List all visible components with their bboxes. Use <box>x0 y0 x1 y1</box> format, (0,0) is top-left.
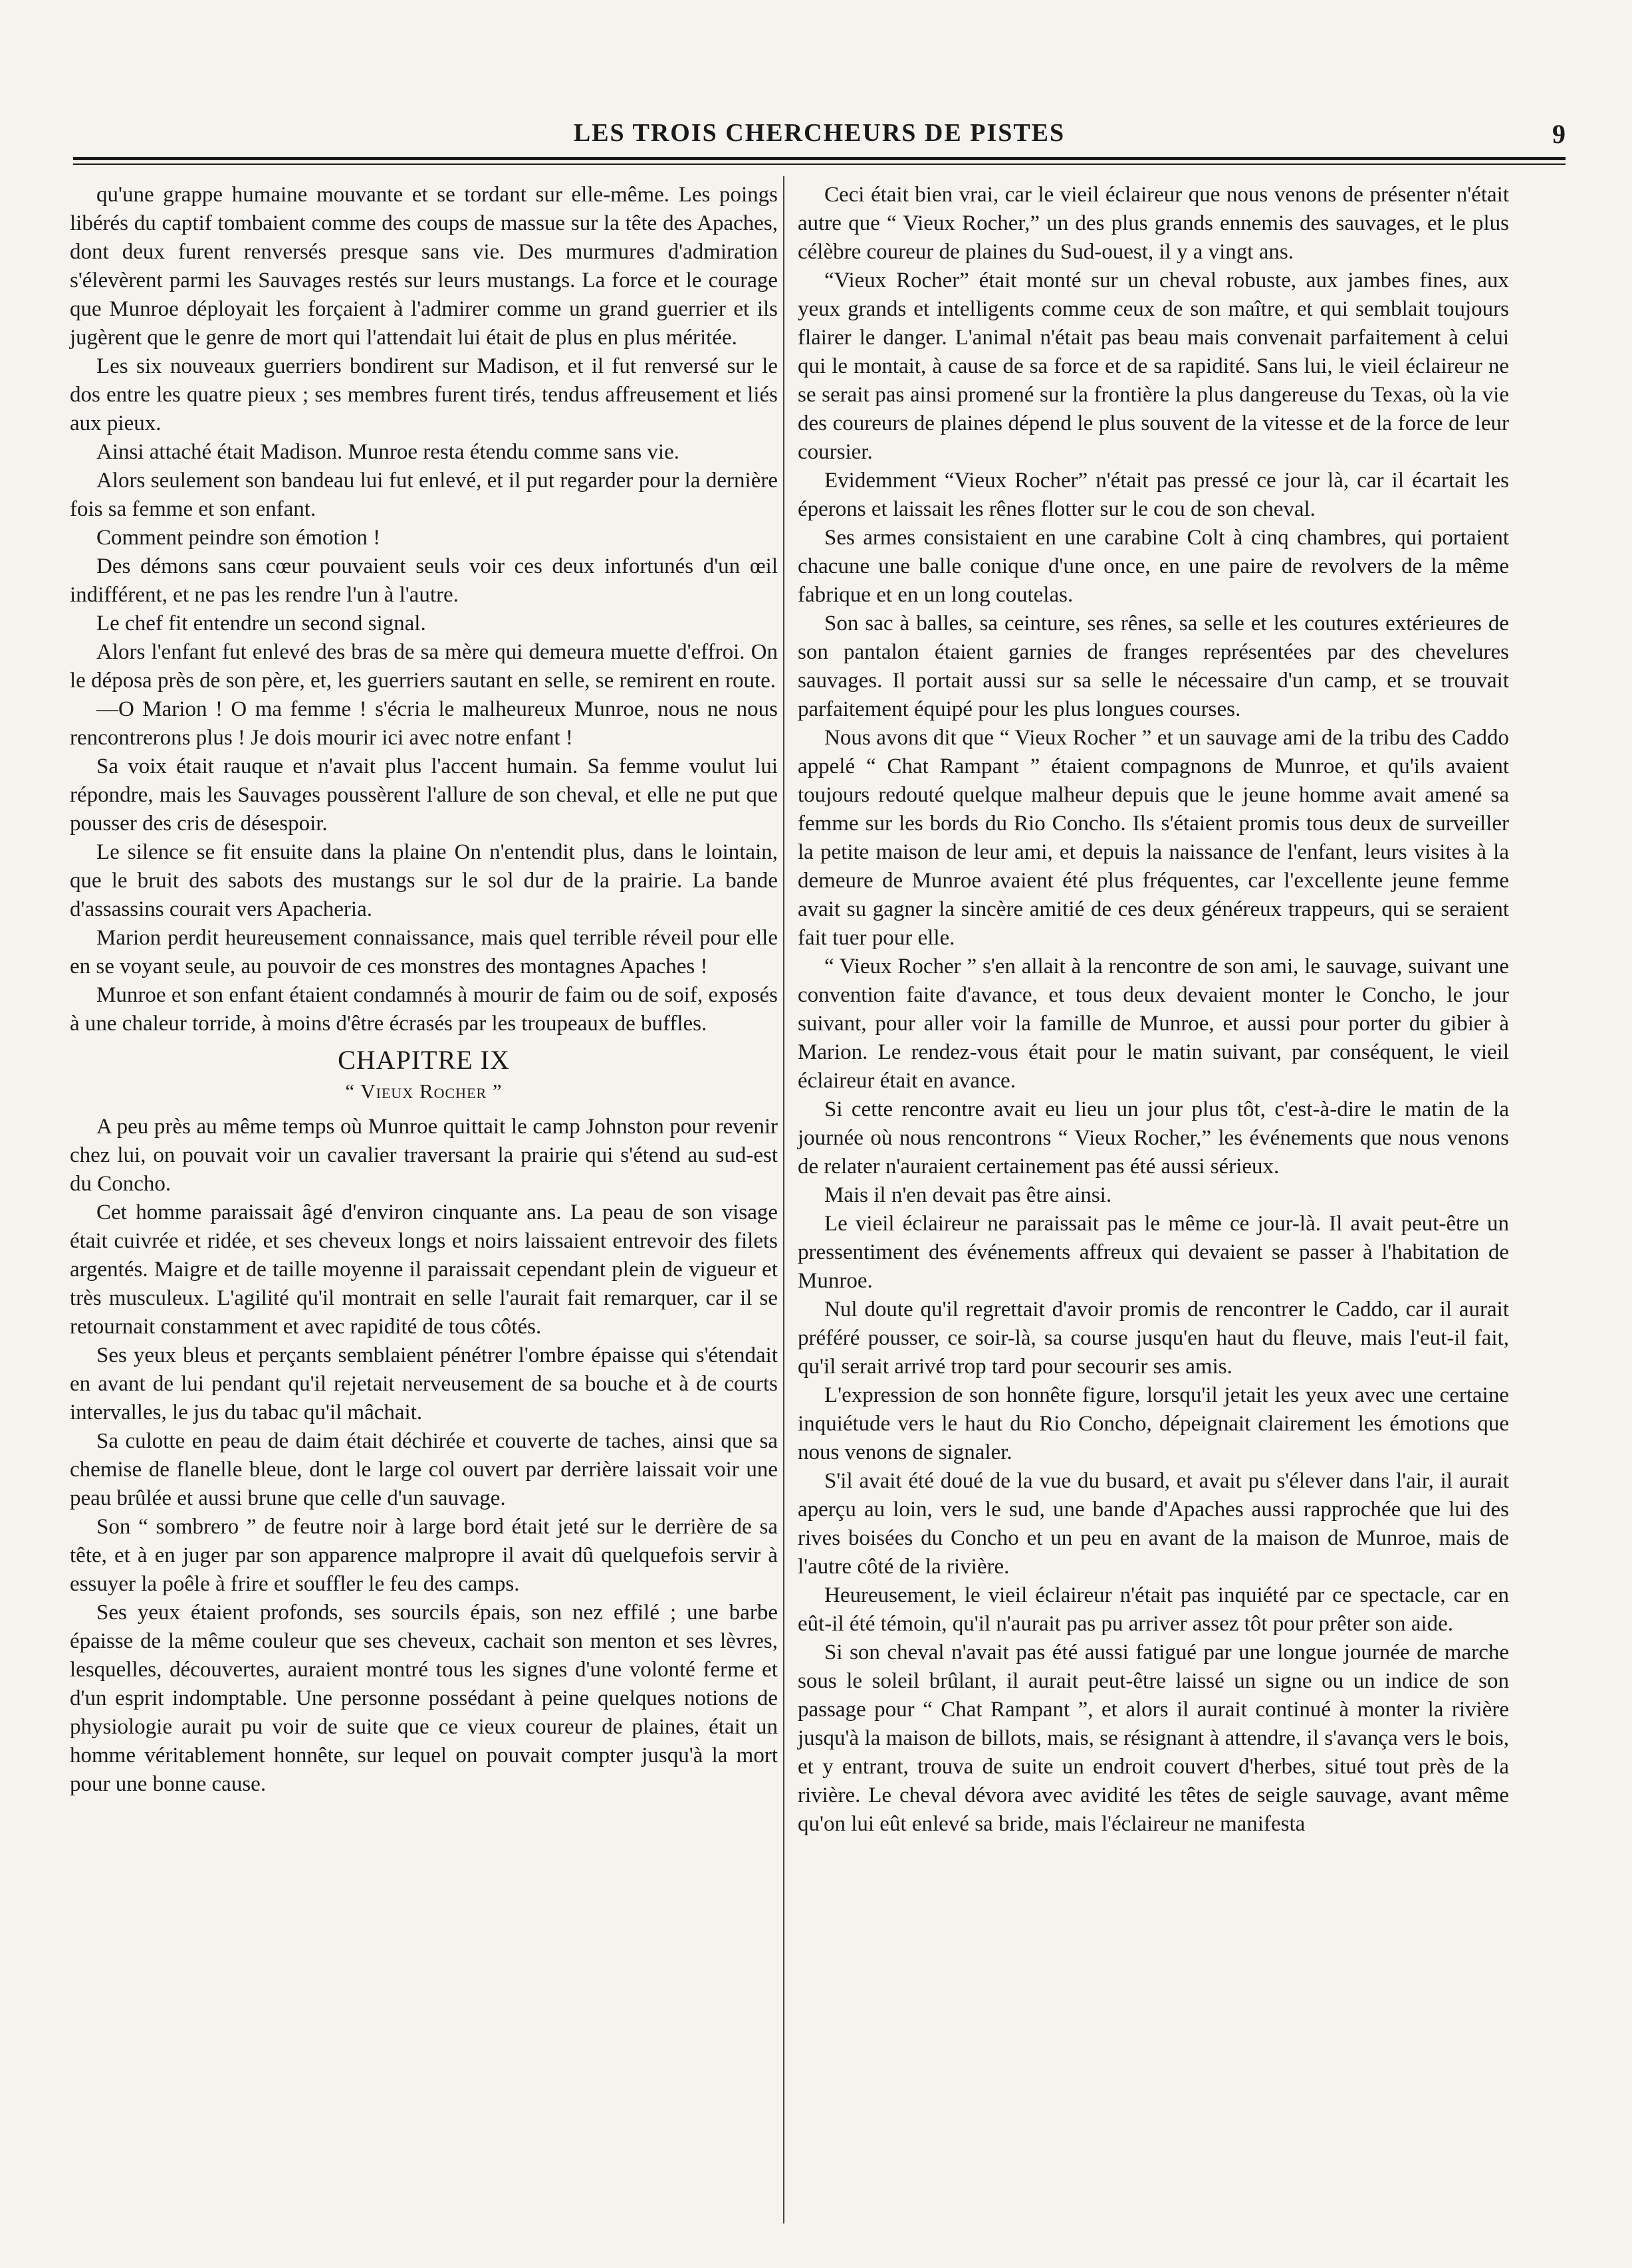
paragraph: Comment peindre son émotion ! <box>96 526 381 550</box>
header-rule-thin <box>73 164 1566 165</box>
paragraph: Alors l'enfant fut enlevé des bras de sa mère qui demeura muette d'effroi. On le déposa près de son père, et, les guerriers sautant en selle, se remirent en route. <box>70 640 778 693</box>
chapter-subtitle: “ Vieux Rocher ” <box>345 1079 503 1103</box>
running-header <box>73 118 1566 158</box>
paragraph: Si son cheval n'avait pas été aussi fatigué par une longue journée de marche sous le soleil brûlant, il aurait peut-être laissé un signe ou un indice de son passage pour “ Chat Rampant ”, et alors il aurait continué à monter la rivière jusqu'à la maison de billots, mais, se résignant à attendre, il s'avança vers le bois, et y entrant, trouva de suite un endroit couvert d'herbes, situé tout près de la rivière. Le cheval dévora avec avidité les têtes de seigle sauvage, avant même qu'on lui eût enlevé sa bride, mais l'éclaireur ne manifesta <box>798 1641 1509 1836</box>
paragraph: L'expression de son honnête figure, lorsqu'il jetait les yeux avec une certaine inquiétude vers le haut du Rio Concho, dépeignait clairement les émotions que nous venons de signaler. <box>798 1383 1509 1464</box>
paragraph: Marion perdit heureusement connaissance, mais quel terrible réveil pour elle en se voyant seule, au pouvoir de ces monstres des montagnes Apaches ! <box>70 926 778 978</box>
paragraph: Heureusement, le vieil éclaireur n'était pas inquiété par ce spectacle, car en eût-il été témoin, qu'il n'aurait pas pu arriver assez tôt pour prêter son aide. <box>798 1583 1509 1636</box>
paragraph: “ Vieux Rocher ” s'en allait à la rencontre de son ami, le sauvage, suivant une convention faite d'avance, et tous deux devaient monter le Concho, le jour suivant, pour aller voir la famille de Munroe, et aussi pour porter du gibier à Marion. Le rendez-vous était pour le matin suivant, par conséquent, le vieil éclaireur était en avance. <box>798 955 1509 1093</box>
paragraph: Des démons sans cœur pouvaient seuls voir ces deux infortunés d'un œil indifférent, et ne pas les rendre l'un à l'autre. <box>70 554 778 607</box>
page-number: 9 <box>1552 119 1566 149</box>
paragraph: Nous avons dit que “ Vieux Rocher ” et un sauvage ami de la tribu des Caddo appelé “ Chat Rampant ” étaient compagnons de Munroe, et qu'ils avaient toujours redouté quelque malheur depuis que le jeune homme avait amené sa femme sur les bords du Rio Concho. Ils s'étaient promis tous deux de surveiller la petite maison de leur ami, et depuis la naissance de l'enfant, leurs visites à la demeure de Munroe avaient été plus fréquentes, car l'excellente jeune femme avait su gagner la sincère amitié de ces deux généreux trappeurs, qui se seraient fait tuer pour elle. <box>798 726 1509 950</box>
header-title: LES TROIS CHERCHEURS DE PISTES <box>573 119 1066 147</box>
paragraph: qu'une grappe humaine mouvante et se tordant sur elle-même. Les poings libérés du captif tombaient comme des coups de massue sur la tête des Apaches, dont deux furent renversés presque sans vie. Des murmures d'admiration s'élevèrent parmi les Sauvages restés sur leurs mustangs. La force et le courage que Munroe déployait les forçaient à l'admirer comme un grand guerrier et ils jugèrent que le genre de mort qui l'attendait lui était de plus en plus méritée. <box>70 183 778 350</box>
paragraph: Alors seulement son bandeau lui fut enlevé, et il put regarder pour la dernière fois sa femme et son enfant. <box>70 469 778 521</box>
paragraph: Ceci était bien vrai, car le vieil éclaireur que nous venons de présenter n'était autre que “ Vieux Rocher,” un des plus grands ennemis des sauvages, et le plus célèbre coureur de plaines du Sud-ouest, il y a vingt ans. <box>798 183 1509 264</box>
paragraph: Si cette rencontre avait eu lieu un jour plus tôt, c'est-à-dire le matin de la journée où nous rencontrons “ Vieux Rocher,” les événements que nous venons de relater n'auraient certainement pas été aussi sérieux. <box>798 1097 1509 1179</box>
left-paragraphs-after <box>70 1113 778 1799</box>
paragraph: Ses yeux étaient profonds, ses sourcils épais, son nez effilé ; une barbe épaisse de la même couleur que ses cheveux, cachait son menton et ses lèvres, lesquelles, découvertes, auraient montré tous les signes d'une volonté ferme et d'un esprit indomptable. Une personne possédant à peine quelques notions de physiologie aurait pu voir de suite que ce vieux coureur de plaines, était un homme véritablement honnête, sur lequel on pouvait compter jusqu'à la mort pour une bonne cause. <box>70 1601 778 1796</box>
paragraph: Munroe et son enfant étaient condamnés à mourir de faim ou de soif, exposés à une chaleur torride, à moins d'être écrasés par les troupeaux de buffles. <box>70 983 778 1036</box>
paragraph: Le vieil éclaireur ne paraissait pas le même ce jour-là. Il avait peut-être un pressentiment des événements affreux qui devaient se passer à l'habitation de Munroe. <box>798 1212 1509 1293</box>
paragraph: A peu près au même temps où Munroe quittait le camp Johnston pour revenir chez lui, on pouvait voir un cavalier traversant la prairie qui s'étend au sud-est du Concho. <box>70 1115 778 1196</box>
column-divider <box>783 176 784 2223</box>
right-paragraphs <box>798 181 1509 1839</box>
header-rule-thick <box>73 157 1566 160</box>
paragraph: Sa culotte en peau de daim était déchirée et couverte de taches, ainsi que sa chemise de flanelle bleue, dont le large col ouvert par derrière laissait voir une peau brûlée et aussi brune que celle d'un sauvage. <box>70 1429 778 1510</box>
paragraph: Les six nouveaux guerriers bondirent sur Madison, et il fut renversé sur le dos entre les quatre pieux ; ses membres furent tirés, tendus affreusement et liés aux pieux. <box>70 354 778 435</box>
chapter-heading: CHAPITRE IX <box>338 1045 510 1075</box>
paragraph: Le chef fit entendre un second signal. <box>96 612 426 635</box>
paragraph: Ses yeux bleus et perçants semblaient pénétrer l'ombre épaisse qui s'étendait en avant de lui pendant qu'il rejetait nerveusement de sa bouche et à de courts intervalles, le jus du tabac qu'il mâchait. <box>70 1343 778 1424</box>
right-column <box>798 181 1509 1839</box>
paragraph: Son “ sombrero ” de feutre noir à large bord était jeté sur le derrière de sa tête, et à en juger par son apparence malpropre il avait dû quelquefois servir à essuyer la poêle à frire et souffler le feu des camps. <box>70 1515 778 1596</box>
paragraph: Nul doute qu'il regrettait d'avoir promis de rencontrer le Caddo, car il aurait préféré pousser, ce soir-là, sa course jusqu'en haut du fleuve, mais l'eut-il fait, qu'il serait arrivé trop tard pour secourir ses amis. <box>798 1298 1509 1379</box>
paragraph: Ainsi attaché était Madison. Munroe resta étendu comme sans vie. <box>96 440 679 464</box>
left-column <box>70 181 778 1799</box>
paragraph: S'il avait été doué de la vue du busard, et avait pu s'élever dans l'air, il aurait aperçu au loin, vers le sud, une bande d'Apaches aussi rapprochée que lui des rives boisées du Concho et un peu en avant de la maison de Munroe, mais de l'autre côté de la rivière. <box>798 1469 1509 1579</box>
paragraph: —O Marion ! O ma femme ! s'écria le malheureux Munroe, nous ne nous rencontrerons plus ! Je dois mourir ici avec notre enfant ! <box>70 697 778 750</box>
paragraph: Son sac à balles, sa ceinture, ses rênes, sa selle et les coutures extérieures de son pantalon étaient garnies de franges représentées par des chevelures sauvages. Il portait aussi sur sa selle le nécessaire d'un camp, et se trouvait parfaitement équipé pour les plus longues courses. <box>798 612 1509 721</box>
paragraph: “Vieux Rocher” était monté sur un cheval robuste, aux jambes fines, aux yeux grands et intelligents comme ceux de son maître, et qui semblait toujours flairer le danger. L'animal n'était pas beau mais convenait parfaitement à celui qui le montait, à cause de sa force et de sa rapidité. Sans lui, le vieil éclaireur ne se serait pas ainsi promené sur la frontière la plus dangereuse du Texas, où la vie des coureurs de plaines dépend le plus souvent de la vitesse et de la force de leur coursier. <box>798 269 1509 464</box>
paragraph: Mais il n'en devait pas être ainsi. <box>824 1183 1112 1207</box>
paragraph: Cet homme paraissait âgé d'environ cinquante ans. La peau de son visage était cuivrée et ridée, et ses cheveux longs et noirs laissaient entrevoir des filets argentés. Maigre et de taille moyenne il paraissait cependant plein de vigueur et très musculeux. L'agilité qu'il montrait en selle l'aurait fait remarquer, car il se retournait constamment et avec rapidité de tous côtés. <box>70 1200 778 1339</box>
paragraph: Evidemment “Vieux Rocher” n'était pas pressé ce jour là, car il écartait les éperons et laissait les rênes flotter sur le cou de son cheval. <box>798 469 1509 521</box>
paragraph: Le silence se fit ensuite dans la plaine On n'entendit plus, dans le lointain, que le bruit des sabots des mustangs sur le sol dur de la prairie. La bande d'assassins courait vers Apacheria. <box>70 840 778 921</box>
left-paragraphs-before <box>70 181 778 1038</box>
paragraph: Sa voix était rauque et n'avait plus l'accent humain. Sa femme voulut lui répondre, mais les Sauvages poussèrent l'allure de son cheval, et elle ne put que pousser des cris de désespoir. <box>70 754 778 836</box>
paragraph: Ses armes consistaient en une carabine Colt à cinq chambres, qui portaient chacune une balle conique d'une once, en une paire de revolvers de la même fabrique et en un long coutelas. <box>798 526 1509 607</box>
